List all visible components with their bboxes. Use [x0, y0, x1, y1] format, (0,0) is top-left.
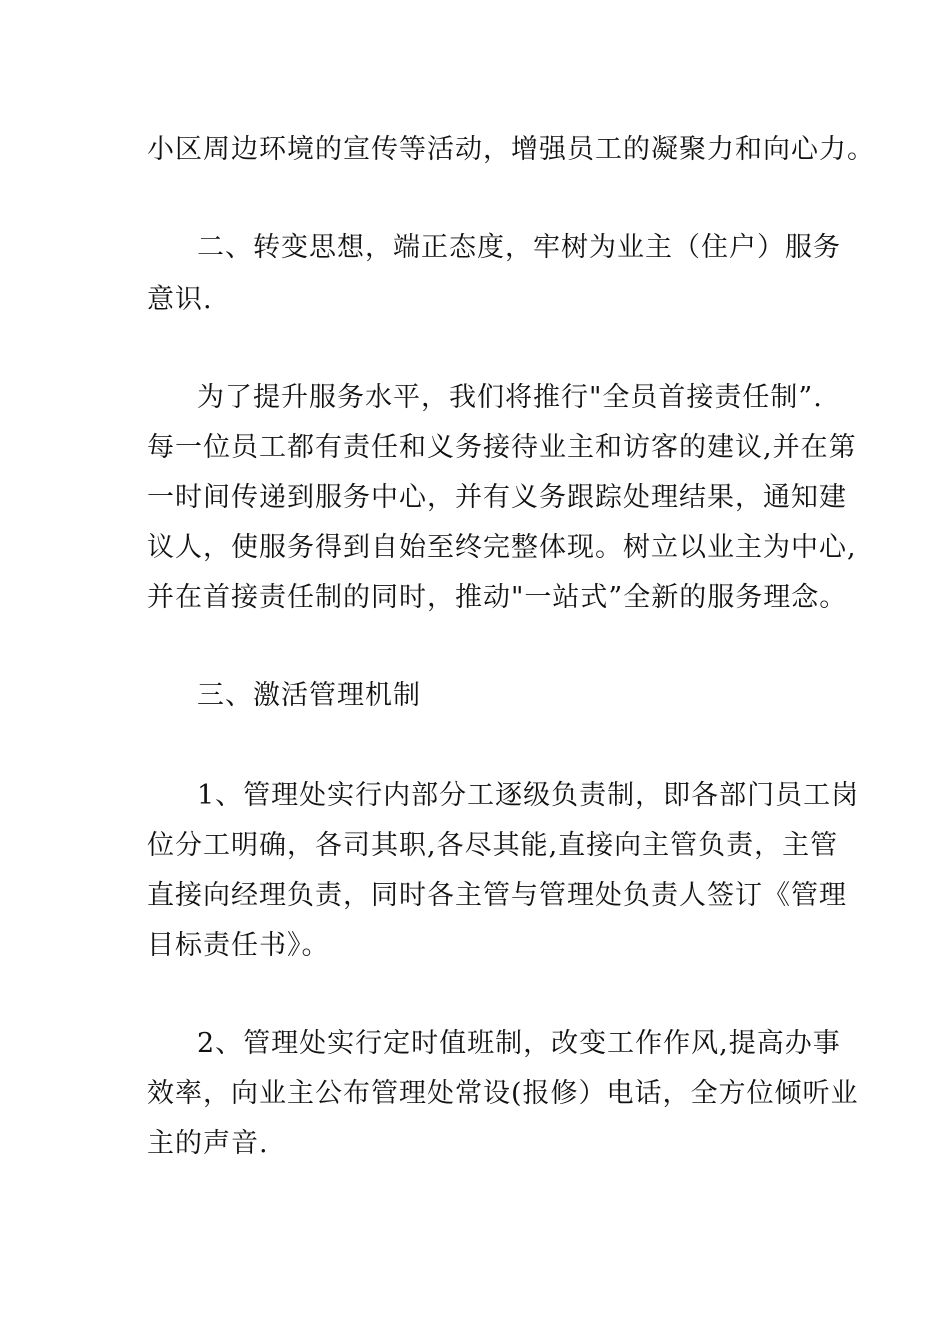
- heading-4-line-1: 三、激活管理机制: [197, 680, 421, 711]
- paragraph-5-line-1: 1、管理处实行内部分工逐级负责制，即各部门员工岗: [197, 780, 860, 811]
- paragraph-3-line-2: 每一位员工都有责任和义务接待业主和访客的建议,并在第: [147, 432, 857, 463]
- heading-2-line-2: 意识.: [147, 284, 213, 315]
- paragraph-3-line-3: 一时间传递到服务中心，并有义务跟踪处理结果，通知建: [147, 482, 847, 513]
- paragraph-1-line-1: 小区周边环境的宣传等活动，增强员工的凝聚力和向心力。: [147, 134, 875, 165]
- paragraph-5-line-3: 直接向经理负责，同时各主管与管理处负责人签订《管理: [147, 880, 847, 911]
- paragraph-3-line-1: 为了提升服务水平，我们将推行"全员首接责任制”.: [197, 382, 823, 413]
- paragraph-5-line-2: 位分工明确，各司其职,各尽其能,直接向主管负责，主管: [147, 830, 839, 861]
- paragraph-6-line-3: 主的声音.: [147, 1128, 269, 1159]
- paragraph-3-line-5: 并在首接责任制的同时，推动"一站式”全新的服务理念。: [147, 582, 848, 613]
- paragraph-6-line-1: 2、管理处实行定时值班制，改变工作作风,提高办事: [197, 1028, 841, 1059]
- paragraph-6-line-2: 效率，向业主公布管理处常设(报修）电话，全方位倾听业: [147, 1078, 859, 1109]
- paragraph-5-line-4: 目标责任书》。: [147, 930, 330, 961]
- paragraph-3-line-4: 议人，使服务得到自始至终完整体现。树立以业主为中心,: [147, 532, 857, 563]
- heading-2-line-1: 二、转变思想，端正态度，牢树为业主（住户）服务: [197, 232, 841, 263]
